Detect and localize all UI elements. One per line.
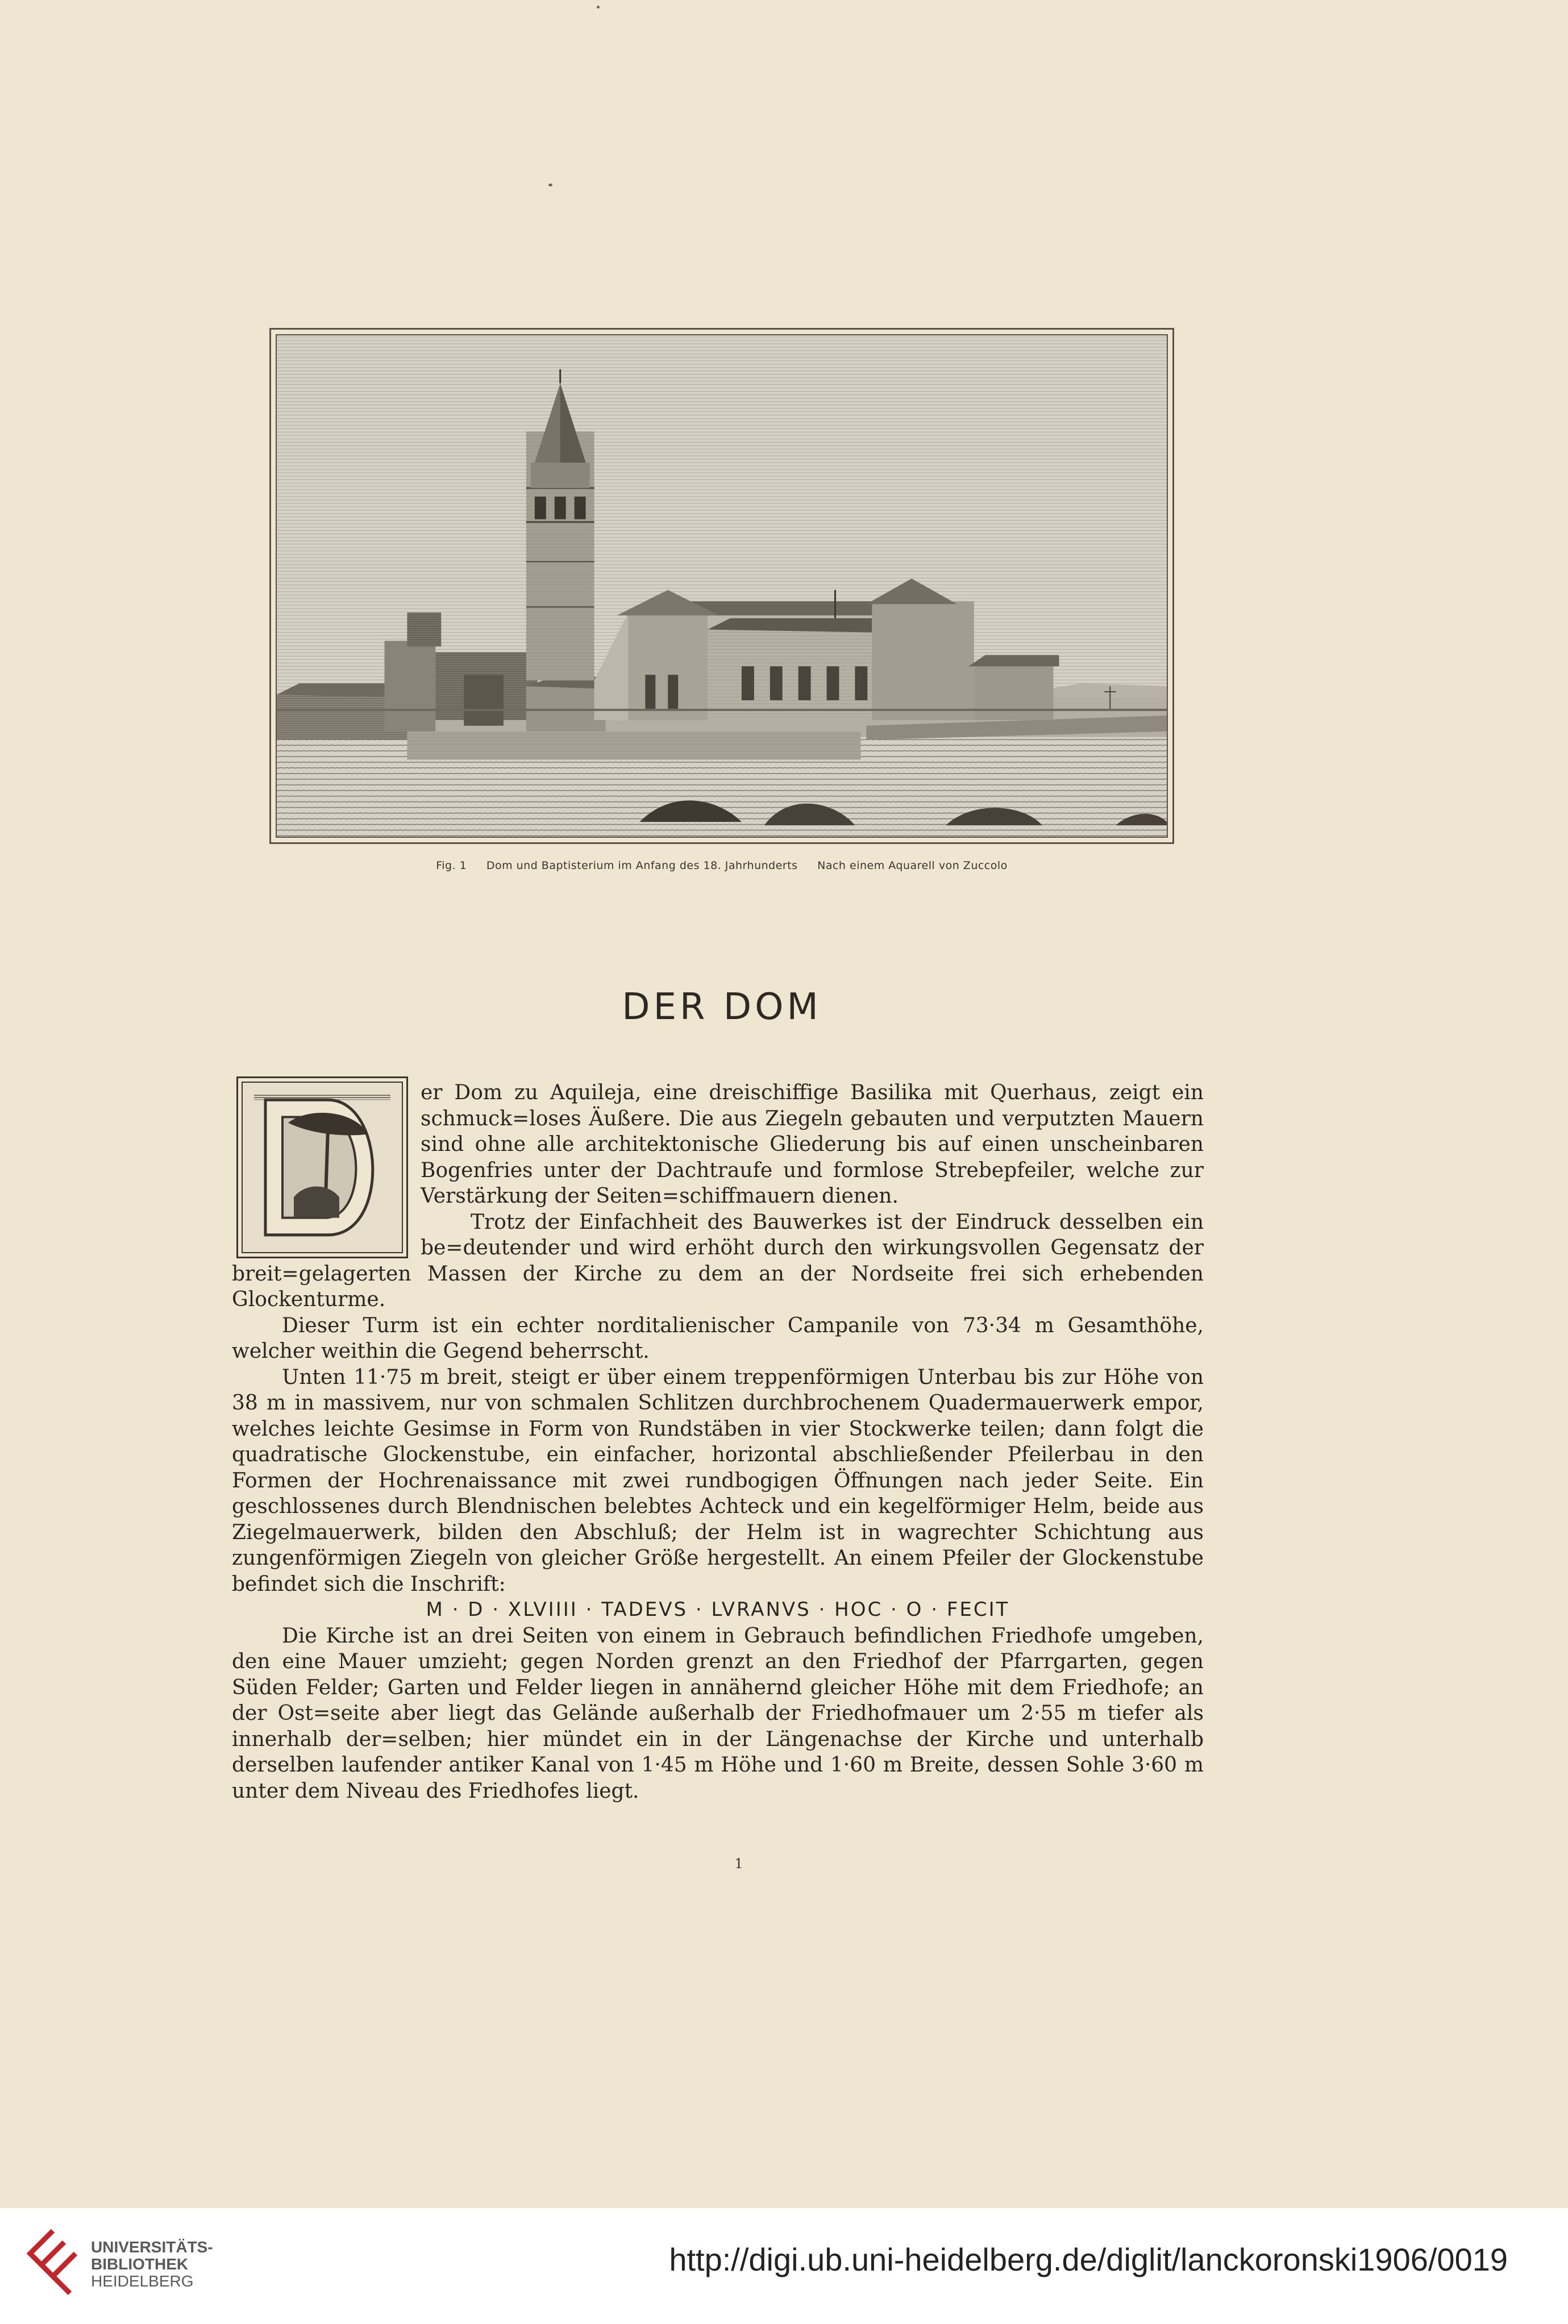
paper-speck [548, 184, 552, 186]
basilica-engraving [277, 335, 1167, 837]
figure-illustration [269, 328, 1174, 844]
library-name-line-2: BIBLIOTHEK [91, 2255, 189, 2273]
paragraph-5: Die Kirche ist an drei Seiten von einem in Gebrauch befindlichen Friedhofe umgeben, den eine Mauer umzieht; gegen Norden grenzt an den Friedhof der Pfarrgarten, gegen Süden Felder; Garten und Felder liegen in annähernd gleicher Höhe mit dem Friedhofe; an der Ost=seite aber liegt das Gelände außerhalb der Friedhofmauer um 2·55 m tiefer als innerhalb der=selben; hier mündet ein in der Längenachse der Kirche und unterhalb derselben laufender antiker Kanal von 1·45 m Höhe und 1·60 m Breite, dessen Sohle 3·60 m unter dem Niveau des Friedhofes liegt. [232, 1624, 1204, 1803]
initial-d-icon [243, 1083, 402, 1252]
decorated-initial-d [236, 1076, 408, 1258]
library-name [91, 2239, 213, 2290]
library-footer [0, 2208, 1568, 2324]
paper-speck [597, 6, 600, 9]
paragraph-1: er Dom zu Aquileja, eine dreischiffige Basilika mit Querhaus, zeigt ein schmuck=loses Äußere. Die aus Ziegeln gebauten und verputzten Mauern sind ohne alle architektonische Gliederung bis auf einen unscheinbaren Bogenfries unter der Dachtraufe und formlose Strebepfeiler, welche zur Verstärkung der Seiten=schiffmauern dienen. [421, 1081, 1204, 1208]
figure-caption [269, 859, 1174, 872]
inscription: M · D · XLVIIII · TADEVS · LVRANVS · HOC · O · FECIT [426, 1598, 1010, 1621]
source-url-link[interactable]: http://digi.ub.uni-heidelberg.de/diglit/lanckoronski1906/0019 [669, 2242, 1508, 2277]
library-name-line-1: UNIVERSITÄTS- [91, 2238, 213, 2256]
library-logo-icon [22, 2225, 84, 2299]
figure-credit: Nach einem Aquarell von Zuccolo [817, 859, 1008, 872]
section-title: DER DOM [622, 986, 822, 1028]
figure-label: Fig. 1 [436, 859, 467, 872]
figure-description: Dom und Baptisterium im Anfang des 18. Jahrhunderts [486, 859, 798, 872]
body-text [232, 1080, 1204, 1804]
library-name-line-3: HEIDELBERG [91, 2272, 194, 2290]
paragraph-4: Unten 11·75 m breit, steigt er über einem treppenförmigen Unterbau bis zur Höhe von 38 m in massivem, nur von schmalen Schlitzen durchbrochenem Quadermauerwerk empor, welches leichte Gesimse in Form von Rundstäben in vier Stockwerke teilen; dann folgt die quadratische Glockenstube, ein einfacher, horizontal abschließender Pfeilerbau in den Formen der Hochrenaissance mit zwei rundbogigen Öffnungen nach jeder Seite. Ein geschlossenes durch Blendnischen belebtes Achteck und ein kegelförmiger Helm, beide aus Ziegelmauerwerk, bilden den Abschluß; der Helm ist in wagrechter Schichtung aus zungenförmigen Ziegeln von gleicher Größe hergestellt. An einem Pfeiler der Glockenstube befindet sich die Inschrift: [232, 1365, 1204, 1596]
page-number: 1 [734, 1856, 743, 1872]
paragraph-2: Trotz der Einfachheit des Bauwerkes ist der Eindruck desselben ein be=deutender und wird erhöht durch den wirkungsvollen Gegensatz der breit=gelagerten Massen der Kirche zu dem an der Nordseite frei sich erhebenden Glockenturme. [232, 1210, 1204, 1311]
paragraph-3: Dieser Turm ist ein echter norditalienischer Campanile von 73·34 m Gesamthöhe, welcher weithin die Gegend beherrscht. [232, 1313, 1204, 1363]
